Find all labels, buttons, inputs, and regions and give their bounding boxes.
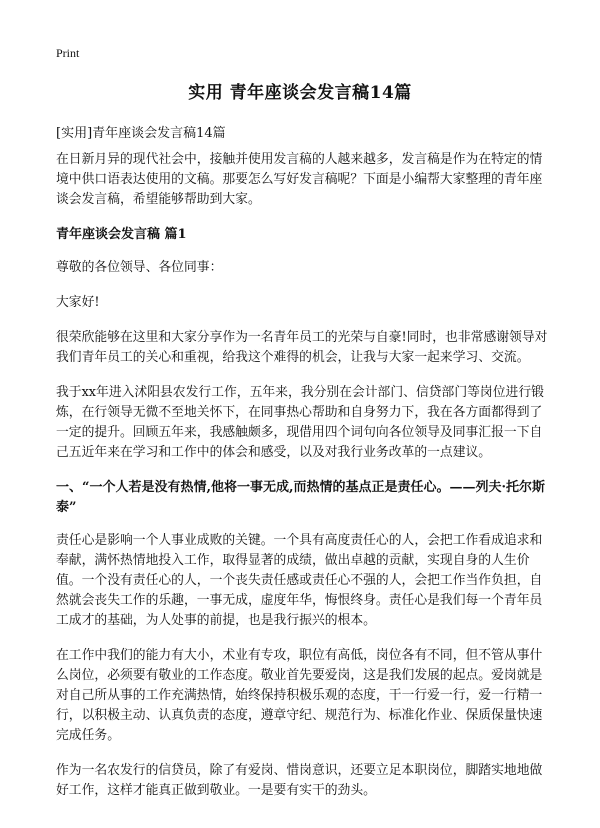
subheading-1: 一、“一个人若是没有热情,他将一事无成,而热情的基点正是责任心。——列夫·托尔斯泰”: [56, 480, 546, 515]
greeting-line-2: 大家好!: [56, 295, 100, 310]
body-paragraph-2: 我于xx年进入沭阳县农发行工作，五年来，我分别在会计部门、信贷部门等岗位进行锻炼，在行领导无微不至地关怀下，在同事热心帮助和自身努力下，我在各方面都得到了一定的提升。回顾五年来，我感触颇多，现借用四个词句向各位领导及同事汇报一下自己五近年来在学习和工作中的体会和感受，以及对我行业务改革的一点建议。: [56, 385, 544, 460]
body-paragraph-1: 很荣欣能够在这里和大家分享作为一名青年员工的光荣与自豪!同时，也非常感谢领导对我们青年员工的关心和重视，给我这个难得的机会，让我与大家一起来学习、交流。: [56, 330, 548, 365]
document-body: [56, 150, 548, 816]
body-paragraph-5: 作为一名农发行的信贷员，除了有爱岗、惜岗意识，还要立足本职岗位，脚踏实地地做好工作，这样才能真正做到敬业。一是要有实干的劲头。: [56, 763, 543, 798]
document-subtitle: [实用]青年座谈会发言稿14篇: [56, 126, 226, 141]
intro-paragraph: 在日新月异的现代社会中，接触并使用发言稿的人越来越多，发言稿是作为在特定的情境中供口语表达使用的文稿。那要怎么写好发言稿呢？下面是小编帮大家整理的青年座谈会发言稿，希望能够帮助到大家。: [56, 152, 543, 207]
print-link[interactable]: Print: [56, 46, 80, 60]
body-paragraph-3: 责任心是影响一个人事业成败的关键。一个具有高度责任心的人，会把工作看成追求和奉献，满怀热情地投入工作，取得显著的成绩，做出卓越的贡献，实现自身的人生价值。一个没有责任心的人，一个丧失责任感或责任心不强的人，会把工作当作负担，自然就会丧失工作的乐趣，一事无成，虚度年华，悔恨终身。责任心是我们每一个青年员工成才的基础，为人处事的前提，也是我行振兴的根本。: [56, 533, 543, 628]
body-paragraph-4: 在工作中我们的能力有大小，术业有专攻，职位有高低，岗位各有不同，但不管从事什么岗位，必须要有敬业的工作态度。敬业首先要爱岗，这是我们发展的起点。爱岗就是对自己所从事的工作充满热情，始终保持积极乐观的态度，干一行爱一行，爱一行精一行，以积极主动、认真负责的态度，遵章守纪、规范行为、标准化作业、保质保量快速完成任务。: [56, 648, 543, 743]
page-title: 实用 青年座谈会发言稿14篇: [188, 83, 412, 103]
section-heading: 青年座谈会发言稿 篇1: [56, 227, 187, 242]
greeting-line: 尊敬的各位领导、各位同事：: [56, 260, 223, 275]
